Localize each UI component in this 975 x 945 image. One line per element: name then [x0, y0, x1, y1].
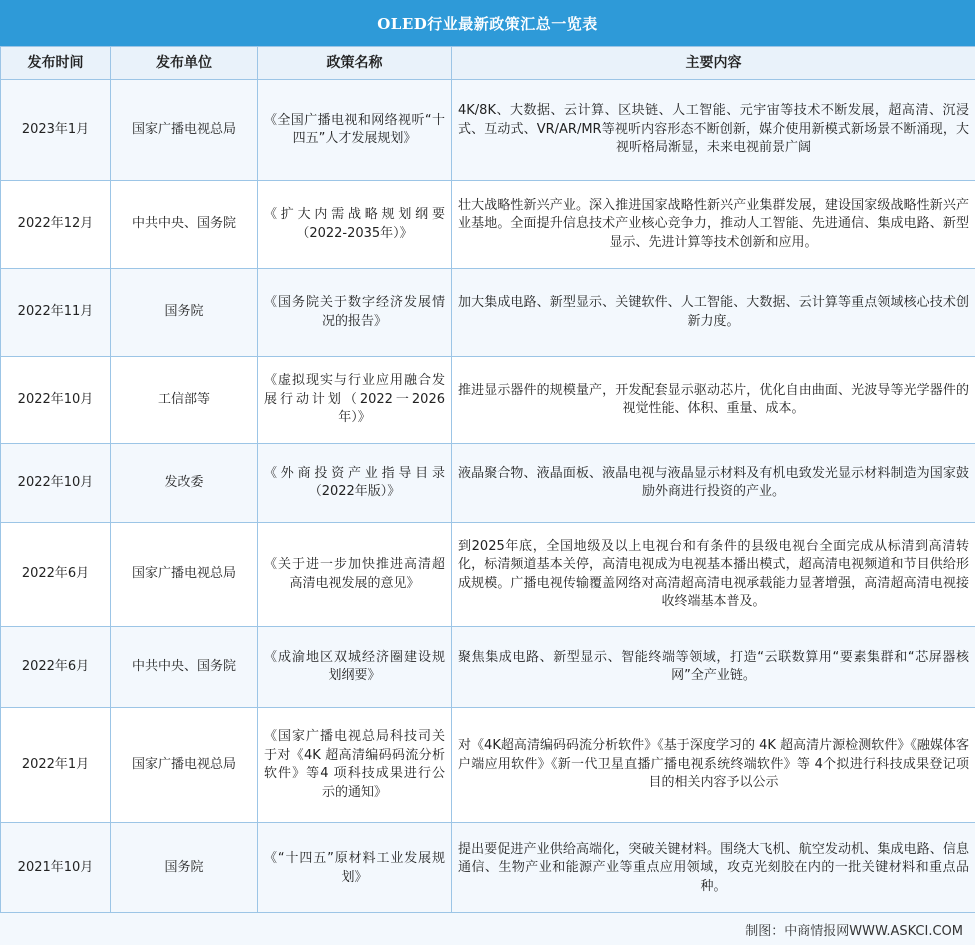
cell-content: 壮大战略性新兴产业。深入推进国家战略性新兴产业集群发展，建设国家级战略性新兴产业基地。全面提升信息技术产业核心竞争力，推动人工智能、先进通信、集成电路、新型显示、先进计算等技术创新和应用。	[452, 181, 975, 269]
cell-content: 对《4K超高清编码码流分析软件》《基于深度学习的 4K 超高清片源检测软件》《融媒体客户端应用软件》《新一代卫星直播广播电视系统终端软件》等 4个拟进行科技成果登记项目的相关内容予以公示	[452, 708, 975, 823]
cell-date: 2022年12月	[1, 181, 111, 269]
cell-org: 工信部等	[111, 357, 258, 444]
cell-content: 到2025年底，全国地级及以上电视台和有条件的县级电视台全面完成从标清到高清转化，标清频道基本关停，高清电视成为电视基本播出模式，超高清电视频道和节目供给形成规模。广播电视传输覆盖网络对高清超高清电视承载能力显著增强，高清超高清电视接收终端基本普及。	[452, 523, 975, 627]
cell-date: 2023年1月	[1, 80, 111, 181]
cell-date: 2021年10月	[1, 823, 111, 915]
table-row	[1, 357, 975, 444]
header-org: 发布单位	[111, 47, 258, 80]
header-policy-name: 政策名称	[258, 47, 452, 80]
cell-org: 国家广播电视总局	[111, 80, 258, 181]
cell-policy-name: 《成渝地区双城经济圈建设规划纲要》	[258, 627, 452, 708]
table-row	[1, 181, 975, 269]
table-row	[1, 523, 975, 627]
cell-policy-name: 《国务院关于数字经济发展情况的报告》	[258, 269, 452, 357]
cell-date: 2022年1月	[1, 708, 111, 823]
cell-org: 中共中央、国务院	[111, 627, 258, 708]
cell-date: 2022年10月	[1, 357, 111, 444]
cell-policy-name: 《关于进一步加快推进高清超高清电视发展的意见》	[258, 523, 452, 627]
source-footer: 制图：中商情报网WWW.ASKCI.COM	[0, 912, 975, 945]
table-row	[1, 269, 975, 357]
cell-content: 4K/8K、大数据、云计算、区块链、人工智能、元宇宙等技术不断发展，超高清、沉浸式、互动式、VR/AR/MR等视听内容形态不断创新，媒介使用新模式新场景不断涌现，大视听格局渐显，未来电视前景广阔	[452, 80, 975, 181]
table-title: OLED行业最新政策汇总一览表	[0, 0, 975, 46]
table-row	[1, 444, 975, 523]
cell-date: 2022年11月	[1, 269, 111, 357]
header-row	[1, 47, 975, 80]
cell-policy-name: 《全国广播电视和网络视听“十四五”人才发展规划》	[258, 80, 452, 181]
header-content: 主要内容	[452, 47, 975, 80]
cell-org: 国务院	[111, 269, 258, 357]
cell-date: 2022年10月	[1, 444, 111, 523]
cell-org: 国务院	[111, 823, 258, 915]
cell-org: 发改委	[111, 444, 258, 523]
table-row	[1, 708, 975, 823]
cell-policy-name: 《外商投资产业指导目录（2022年版）》	[258, 444, 452, 523]
cell-date: 2022年6月	[1, 523, 111, 627]
header-date: 发布时间	[1, 47, 111, 80]
cell-policy-name: 《虚拟现实与行业应用融合发展行动计划（2022一2026年）》	[258, 357, 452, 444]
cell-org: 国家广播电视总局	[111, 708, 258, 823]
cell-content: 提出要促进产业供给高端化，突破关键材料。围绕大飞机、航空发动机、集成电路、信息通信、生物产业和能源产业等重点应用领域，攻克光刻胶在内的一批关键材料和重点品种。	[452, 823, 975, 915]
cell-content: 加大集成电路、新型显示、关键软件、人工智能、大数据、云计算等重点领域核心技术创新力度。	[452, 269, 975, 357]
cell-content: 液晶聚合物、液晶面板、液晶电视与液晶显示材料及有机电致发光显示材料制造为国家鼓励外商进行投资的产业。	[452, 444, 975, 523]
table-row	[1, 80, 975, 181]
cell-content: 推进显示器件的规模量产，开发配套显示驱动芯片，优化自由曲面、光波导等光学器件的视觉性能、体积、重量、成本。	[452, 357, 975, 444]
cell-policy-name: 《“十四五”原材料工业发展规划》	[258, 823, 452, 915]
cell-org: 中共中央、国务院	[111, 181, 258, 269]
table-row	[1, 823, 975, 915]
cell-org: 国家广播电视总局	[111, 523, 258, 627]
cell-policy-name: 《国家广播电视总局科技司关于对《4K 超高清编码码流分析软件》等4 项科技成果进行公示的通知》	[258, 708, 452, 823]
cell-date: 2022年6月	[1, 627, 111, 708]
cell-policy-name: 《扩大内需战略规划纲要（2022-2035年）》	[258, 181, 452, 269]
table-row	[1, 627, 975, 708]
cell-content: 聚焦集成电路、新型显示、智能终端等领域，打造“云联数算用“要素集群和“芯屏器核网”全产业链。	[452, 627, 975, 708]
policy-table	[0, 46, 975, 915]
